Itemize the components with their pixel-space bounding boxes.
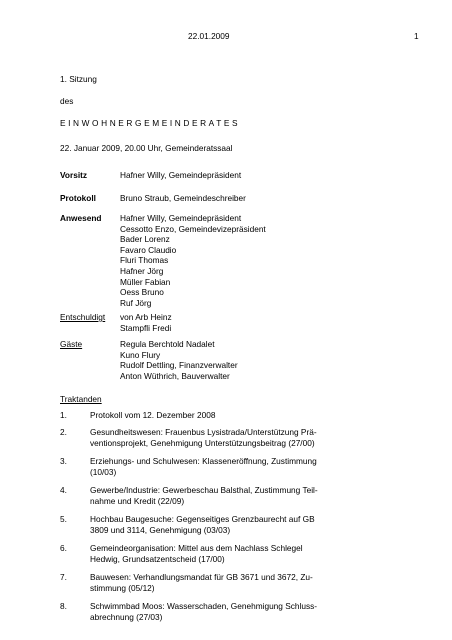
session-number: 1. Sitzung [60,74,97,84]
agenda-item-number: 1. [60,410,67,420]
agenda-item-number: 8. [60,601,67,611]
vorsitz-label: Vorsitz [60,170,88,180]
attendee: Cessotto Enzo, Gemeindevizepräsident [120,223,266,234]
entschuldigt-label: Entschuldigt [60,312,106,322]
session-of: des [60,96,74,106]
agenda-item-number: 6. [60,543,67,553]
agenda-item-text: Gesundheitswesen: Frauenbus Lysistrada/Unterstützung Prä- ventionsprojekt, Genehmigung Unterstützungsbeitrag (27/00) [90,427,317,448]
agenda-item-text: Erziehungs- und Schulwesen: Klasseneröffnung, Zustimmung (10/03) [90,456,317,477]
attendee: Bader Lorenz [120,234,170,245]
excused-person: Stampfli Fredi [120,322,172,333]
attendee: Müller Fabian [120,276,171,287]
attendee: Hafner Willy, Gemeindepräsident [120,213,242,223]
protokoll-value: Bruno Straub, Gemeindeschreiber [120,193,246,203]
agenda-item-number: 7. [60,572,67,582]
guest: Rudolf Dettling, Finanzverwalter [120,360,238,371]
agenda-item-number: 4. [60,485,67,495]
agenda-item-number: 5. [60,514,67,524]
agenda-item-text: Protokoll vom 12. Dezember 2008 [90,410,216,420]
agenda-item-text: Bauwesen: Verhandlungsmandat für GB 3671 und 3672, Zu- stimmung (05/12) [90,572,313,593]
attendee: Fluri Thomas [120,255,169,266]
protokoll-label: Protokoll [60,193,96,203]
meeting-date-line: 22. Januar 2009, 20.00 Uhr, Gemeinderatssaal [60,143,233,153]
attendee: Ruf Jörg [120,297,152,308]
guest: Anton Wüthrich, Bauverwalter [120,370,230,381]
excused-person: von Arb Heinz [120,312,172,322]
gaeste-label: Gäste [60,339,83,349]
vorsitz-value: Hafner Willy, Gemeindepräsident [120,170,242,180]
anwesend-label: Anwesend [60,213,102,223]
attendee: Favaro Claudio [120,244,177,255]
agenda-item-text: Hochbau Baugesuche: Gegenseitiges Grenzbaurecht auf GB 3809 und 3114, Genehmigung (03/03) [90,514,315,535]
traktanden-heading: Traktanden [60,394,102,404]
gaeste-list [120,339,238,381]
guest: Kuno Flury [120,349,161,360]
council-title: EINWOHNERGEMEINDERATES [60,118,241,128]
attendee: Oess Bruno [120,287,164,298]
guest: Regula Berchtold Nadalet [120,339,215,349]
agenda-item-number: 3. [60,456,67,466]
agenda-item-text: Gewerbe/Industrie: Gewerbeschau Balsthal, Zustimmung Teil- nahme und Kredit (22/09) [90,485,318,506]
agenda-item-text: Gemeindeorganisation: Mittel aus dem Nachlass Schlegel Hedwig, Grundsatzentscheid (17/00) [90,543,303,564]
attendee: Hafner Jörg [120,265,164,276]
anwesend-list [120,213,266,308]
page-number: 1 [414,31,419,41]
agenda-item-text: Schwimmbad Moos: Wasserschaden, Genehmigung Schluss- abrechnung (27/03) [90,601,318,622]
header-date: 22.01.2009 [188,31,230,41]
agenda-item-number: 2. [60,427,67,437]
entschuldigt-list [120,312,172,333]
